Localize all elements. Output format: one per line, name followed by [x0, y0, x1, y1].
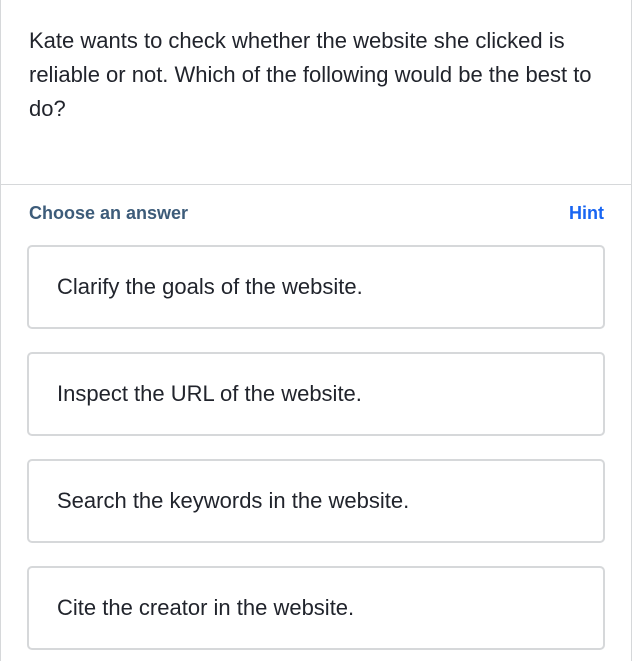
- answer-choice[interactable]: [27, 566, 605, 650]
- answer-choice-label: Inspect the URL of the website.: [57, 381, 362, 406]
- question-area: [1, 0, 631, 160]
- answer-choice-label: Search the keywords in the website.: [57, 488, 410, 513]
- answer-choice[interactable]: [27, 352, 605, 436]
- answer-header: [1, 185, 631, 241]
- answer-choice[interactable]: [27, 245, 605, 329]
- answer-choices: [1, 245, 631, 650]
- question-text: Kate wants to check whether the website she clicked is reliable or not. Which of the following would be the best to do?: [29, 28, 592, 121]
- answer-choice-label: Clarify the goals of the website.: [57, 274, 363, 299]
- hint-link[interactable]: Hint: [569, 202, 604, 223]
- choose-answer-label: Choose an answer: [29, 202, 189, 223]
- answer-choice[interactable]: [27, 459, 605, 543]
- answer-choice-label: Cite the creator in the website.: [57, 595, 355, 620]
